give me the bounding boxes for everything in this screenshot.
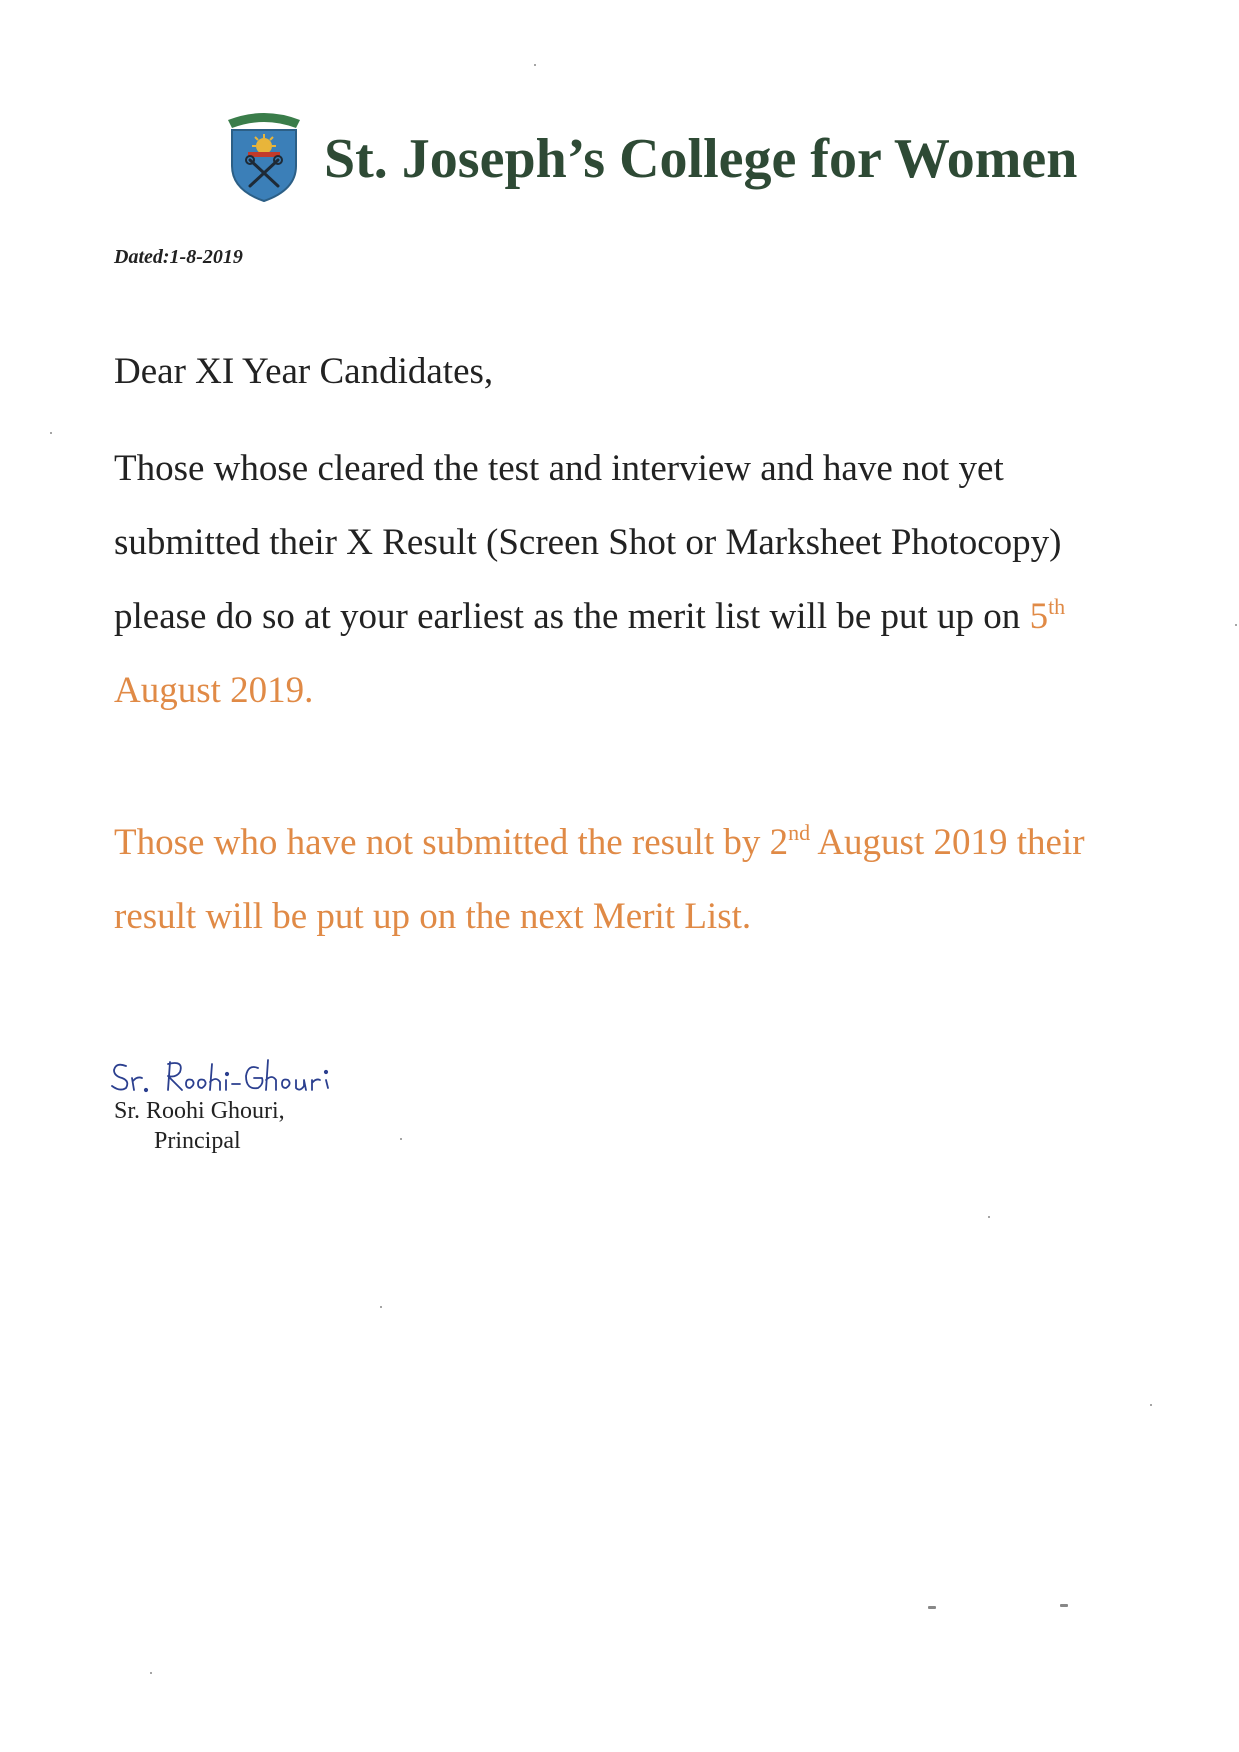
signatory-name: Sr. Roohi Ghouri, xyxy=(114,1098,285,1124)
signatory-title: Principal xyxy=(154,1128,241,1154)
scan-speck xyxy=(50,432,52,434)
scan-speck xyxy=(1060,1604,1068,1607)
scan-speck xyxy=(1150,1404,1152,1406)
date-line: Dated:1-8-2019 xyxy=(114,246,243,268)
letterhead xyxy=(222,108,1077,203)
college-crest-icon xyxy=(222,108,306,203)
scan-speck xyxy=(400,1138,402,1140)
merit-list-date: 5th August 2019. xyxy=(114,594,1066,711)
paragraph-text: Those whose cleared the test and interview and have not yet submitted their X Result (Screen Shot or Marksheet Photocopy) please do so at your earliest as the merit list will be put up on xyxy=(114,448,1062,637)
college-name: St. Joseph’s College for Women xyxy=(324,127,1078,190)
scan-speck xyxy=(1235,624,1237,626)
scan-speck xyxy=(928,1606,936,1609)
scan-speck xyxy=(988,1216,990,1218)
scan-speck xyxy=(150,1672,152,1674)
salutation: Dear XI Year Candidates, xyxy=(114,351,494,392)
scan-speck xyxy=(380,1306,382,1308)
handwritten-signature xyxy=(108,1050,378,1100)
paragraph-merit-list xyxy=(114,432,1124,728)
scan-speck xyxy=(534,64,536,66)
paragraph-deadline-notice: Those who have not submitted the result by 2nd August 2019 their result will be put up on the next Merit List. xyxy=(114,820,1085,937)
